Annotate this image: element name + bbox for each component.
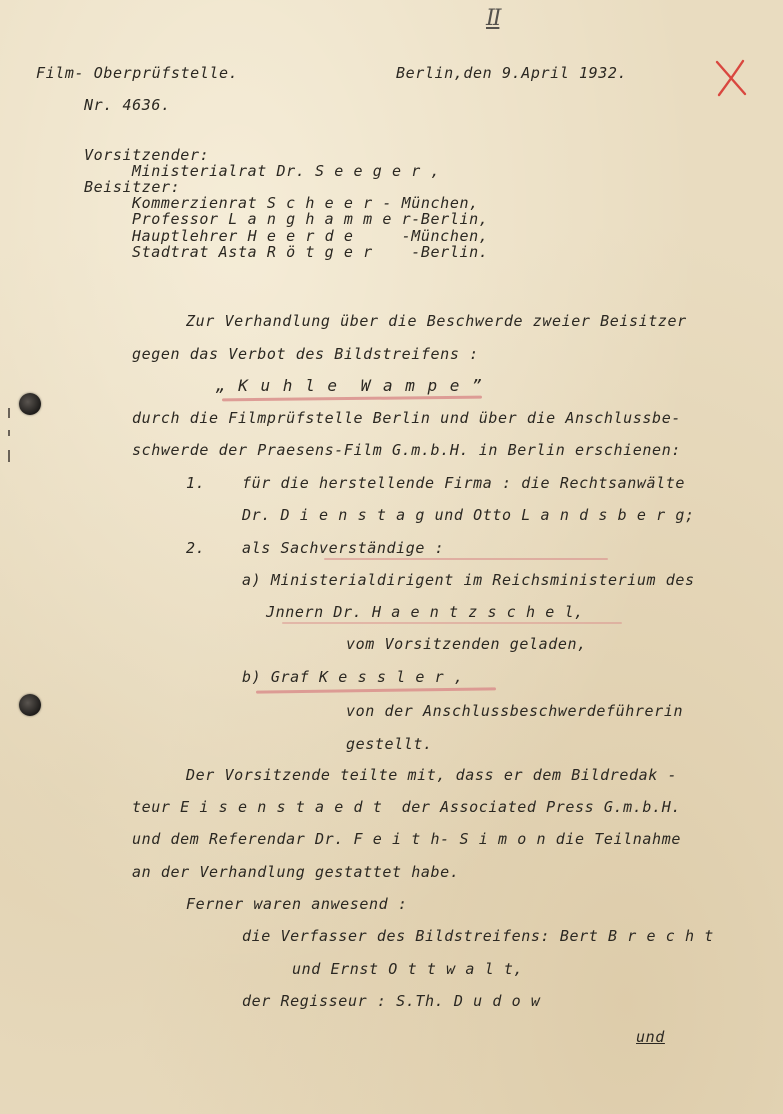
- chair-label: Vorsitzender:: [84, 146, 210, 164]
- punch-hole-bottom: [19, 694, 41, 716]
- red-underline: [256, 687, 496, 693]
- body-line: gestellt.: [346, 735, 433, 753]
- margin-tick: [8, 450, 10, 462]
- margin-tick: [8, 408, 10, 418]
- body-line: b) Graf K e s s l e r ,: [242, 668, 464, 686]
- chair-name: Ministerialrat Dr. S e e g e r ,: [132, 162, 441, 180]
- body-line: Ferner waren anwesend :: [186, 895, 408, 913]
- body-line: Der Vorsitzende teilte mit, dass er dem Bildredak -: [186, 766, 678, 784]
- body-line: teur E i s e n s t a e d t der Associated Press G.m.b.H.: [132, 798, 681, 816]
- red-cross-mark: [713, 58, 749, 98]
- list-number: 2.: [186, 539, 206, 557]
- body-line: vom Vorsitzenden geladen,: [346, 635, 587, 653]
- assessors-label: Beisitzer:: [84, 178, 181, 196]
- body-line: Dr. D i e n s t a g und Otto L a n d s b e r g;: [242, 506, 695, 524]
- assessor-line: Professor L a n g h a m m e r-Berlin,: [132, 210, 489, 228]
- assessor-line: Stadtrat Asta R ö t g e r -Berlin.: [132, 243, 489, 261]
- roman-numeral-mark: II: [486, 6, 500, 31]
- list-number: 1.: [186, 474, 206, 492]
- assessor-line: Kommerzienrat S c h e e r - München,: [132, 194, 479, 212]
- body-line: an der Verhandlung gestattet habe.: [132, 863, 460, 881]
- body-line: und Ernst O t t w a l t,: [292, 960, 524, 978]
- reference-number: Nr. 4636.: [84, 96, 171, 114]
- body-line: schwerde der Praesens-Film G.m.b.H. in Berlin erschienen:: [132, 441, 681, 459]
- body-line: als Sachverständige :: [242, 539, 445, 557]
- assessor-line: Hauptlehrer H e e r d e -München,: [132, 227, 489, 245]
- body-line: der Regisseur : S.Th. D u d o w: [242, 992, 541, 1010]
- body-line: Jnnern Dr. H a e n t z s c h e l,: [266, 603, 584, 621]
- red-underline: [222, 396, 482, 402]
- body-line: die Verfasser des Bildstreifens: Bert B r e c h t: [242, 927, 714, 945]
- body-line: für die herstellende Firma : die Rechtsanwälte: [242, 474, 686, 492]
- body-line: Zur Verhandlung über die Beschwerde zweier Beisitzer: [186, 312, 687, 330]
- film-title: „ K u h l e W a m p e ”: [216, 376, 484, 395]
- body-line: gegen das Verbot des Bildstreifens :: [132, 345, 479, 363]
- red-underline: [324, 558, 608, 560]
- place-date: Berlin,den 9.April 1932.: [396, 64, 628, 82]
- body-line: und dem Referendar Dr. F e i t h- S i m o n die Teilnahme: [132, 830, 681, 848]
- body-line: von der Anschlussbeschwerdeführerin: [346, 702, 684, 720]
- red-underline: [282, 622, 622, 624]
- body-line: a) Ministerialdirigent im Reichsministerium des: [242, 571, 695, 589]
- margin-tick: [8, 430, 10, 436]
- body-line: durch die Filmprüfstelle Berlin und über die Anschlussbe-: [132, 409, 681, 427]
- authority-heading: Film- Oberprüfstelle.: [36, 64, 239, 82]
- continuation-word: und: [636, 1028, 665, 1046]
- punch-hole-top: [19, 393, 41, 415]
